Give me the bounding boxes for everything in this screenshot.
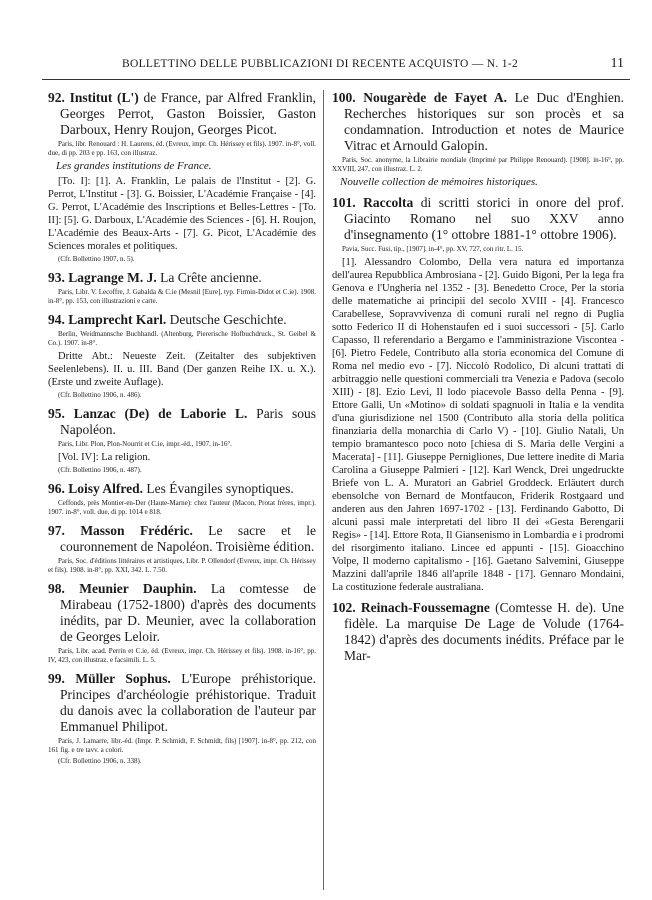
entry-imprint: Paris, Libr. Plon, Plon-Nourrit et C.ie, impr.-éd., 1907. in-16°.: [58, 440, 232, 448]
entry-author: Institut (L'): [69, 90, 139, 105]
entry-number: 95.: [48, 406, 65, 421]
entry-title: di scritti storici in onore del prof. Giacinto Romano nel suo XXV anno d'insegnamento (1° ottobre 1881-1° ottobre 1906).: [344, 195, 625, 242]
entry-number: 101.: [332, 195, 356, 210]
entry-heading: [48, 523, 316, 555]
catalog-entry: [48, 523, 316, 575]
entry-heading: [48, 270, 316, 286]
entry-heading: [332, 195, 624, 243]
entry-author: Loisy Alfred.: [68, 481, 144, 496]
entry-heading: [48, 406, 316, 438]
entry-heading: [48, 90, 316, 138]
entry-imprint: Ceffonds, près Montier-en-Der (Haute-Marne): chez l'auteur (Macon, Protat frères, impr.). 1907. in-8°, voll. due, di pp. 1014 e 818.: [48, 499, 316, 516]
entry-heading: [48, 312, 316, 328]
entry-reference: (Cfr. Bollettino 1907, n. 5).: [58, 255, 135, 263]
entry-number: 98.: [48, 581, 65, 596]
entry-author: Lagrange M. J.: [68, 270, 157, 285]
catalog-entry: [48, 406, 316, 475]
catalog-entry: [48, 581, 316, 665]
entry-imprint: Paris, Soc. anonyme, la Librairie mondiale (Imprimé par Philippe Renouard). [1908]. in-16°, pp. XXVIII, 247, con illustraz. L. 2.: [332, 156, 624, 173]
catalog-entry: [332, 90, 624, 189]
entry-reference: (Cfr. Bollettino 1906, n. 487).: [58, 466, 142, 474]
entry-heading: [48, 671, 316, 735]
entry-title: Les Évangiles synoptiques.: [143, 481, 294, 496]
entry-author: Lamprecht Karl.: [68, 312, 167, 327]
entry-series: Les grandes institutions de France.: [56, 160, 212, 172]
entry-title: Deutsche Geschichte.: [166, 312, 287, 327]
entry-reference: (Cfr. Bollettino 1906, n. 338).: [58, 757, 142, 765]
entry-title: de France, par Alfred Franklin, Georges Perrot, Gaston Boissier, Gaston Darboux, Henry Roujon, Georges Picot.: [60, 90, 316, 137]
entry-author: Reinach-Foussemagne: [360, 600, 490, 615]
catalog-entry: [48, 312, 316, 400]
entry-title: Le Duc d'Enghien. Recherches historiques sur son procès et sa condamnation. Introduction et notes de Maurice Vitrac et Arnould Galopin.: [344, 90, 624, 153]
catalog-entry: [332, 600, 624, 664]
entry-title: La Crête ancienne.: [156, 270, 262, 285]
entry-title: (Comtesse H. de). Une fidèle. La marquise De Lage de Volude (1764-1842) d'après des documents inédits. Préface par le Mar-: [344, 600, 624, 663]
entry-author: Nougarède de Fayet A.: [363, 90, 508, 105]
entry-number: 102.: [332, 600, 356, 615]
entry-number: 97.: [48, 523, 65, 538]
catalog-entry: [48, 671, 316, 766]
entry-imprint: Paris, J. Lamarre, libr.-éd. (Impr. P. Schmidt, F. Schmidt, fils) [1907]. in-8°, pp. 212, con 161 fig. e tre tavv. a colori.: [48, 737, 316, 754]
entry-series: Nouvelle collection de mémoires historiques.: [340, 176, 538, 188]
entry-imprint: Pavia, Succ. Fusi, tip., [1907]. in-4°, pp. XV, 727, con ritr. L. 15.: [342, 245, 524, 253]
column-divider: [323, 90, 324, 890]
entry-imprint: Berlin, Weidmannsche Buchhandl. (Altenburg, Piererische Hofbuchdruck., St. Geibel & Co.). 1907. in-8°.: [48, 330, 316, 347]
entry-author: Lanzac (De) de Laborie L.: [73, 406, 248, 421]
catalog-entry: [332, 195, 624, 594]
entry-title: Le sacre et le couronnement de Napoléon. Troisième édition.: [60, 523, 317, 554]
entry-heading: [332, 600, 624, 664]
header-rule: [42, 79, 630, 80]
entry-title: La comtesse de Mirabeau (1752-1800) d'après des documents inédits, par D. Meunier, avec la collaboration de Georges Leloir.: [60, 581, 316, 644]
entry-number: 99.: [48, 671, 65, 686]
entry-author: Masson Frédéric.: [80, 523, 193, 538]
entry-title: L'Europe préhistorique. Principes d'archéologie préhistorique. Traduit du danois avec la collaboration de l'auteur par Emmanuel Philipot.: [60, 671, 316, 734]
entry-contents: Dritte Abt.: Neueste Zeit. (Zeitalter des subjektiven Seelenlebens). II. u. III. Band (Der ganzen Reihe IX. u. X.). (Erste und zweite Auflage).: [48, 351, 316, 388]
entry-number: 94.: [48, 312, 65, 327]
header-title: BOLLETTINO DELLE PUBBLICAZIONI DI RECENTE ACQUISTO — N. 1-2: [122, 58, 518, 70]
entry-imprint: Paris, libr. Renouard : H. Laurens, éd. (Evreux, impr. Ch. Hérissey et fils). 1907. in-8°, voll. due, di pp. 203 e pp. 163, con illustraz.: [48, 140, 316, 157]
entry-contents: [Vol. IV]: La religion.: [58, 452, 151, 463]
entry-heading: [48, 481, 316, 497]
entry-author: Raccolta: [363, 195, 414, 210]
entry-number: 100.: [332, 90, 356, 105]
catalog-entry: [48, 481, 316, 517]
entry-heading: [48, 581, 316, 645]
entry-contents: [1]. Alessandro Colombo, Della vera natura ed importanza dell'aurea Repubblica Ambrosiana - [2]. Guido Bigoni, Per la lega fra Genova e l'Ungheria nel 1352 - [3]. Benedetto Croce, Per la storia delle matematiche ai principii del secolo XVIII - [4]. Francesco Carabellese, Sopravvivenza di comuni rurali nel regno di Puglia sotto Federico II di Hohenstaufen ed i suoi successori - [5]. Carlo Capasso, Il referendario a Bergamo e l'amministrazione Viscontea - [6]. Pietro Fedele, Contributo alla storia economica del Comune di Roma nel medio evo - [7]. Niccolò Rodolico, Di alcuni trattati di arbitraggio nelle questioni commerciali tra Venezia e Padova (secolo XIII) - [8]. Ezio Levi, Il lodo piacevole Basso della Penna - [9]. Ettore Galli, Un «Motino» di soldati spagnuoli in Italia e la vendita d'una giurisdizione nel 1500 (Contributo alla storia della politica finanziaria della monarchia di Carlo V) - [10]. Giulio Natali, Un tempio bramantesco poco noto [chiesa di S. Maria delle Vergini a Macerata] - [11]. Giuseppe Pernigliones, Due lettere inedite di Maria Carolina a Giuseppe Palmieri - [12]. Karl Wenck, Drei ungedruckte Briefe von L. A. Muratori an Gabriel Groddeck. Erläutert durch ebensolche von Bernard de Montfaucon, Friderik Rostgaard und anderen aus den Jahren 1697-1702 - [13]. Ferdinando Gabotto, Di alcuni passi male interpretati del libro II dei «Gesta Berengarii Regis» - [14]. Ettore Rota, Il Giansenismo in Lombardia e i prodromi del risorgimento italiano. Lincee ed appunti - [15]. Gioacchino Volpe, Il moderno capitalismo - [16]. Gaetano Salvemini, Giuseppe Mazzini dall'aprile 1846 all'aprile 1848 - [17]. Gennaro Mondaini, La costituzione federale australiana.: [332, 257, 624, 593]
entry-imprint: Paris, Libr. V. Lecoffre, J. Gabalda & C.ie (Mesnil [Eure], typ. Firmin-Didot et C.ie). 1908. in-8°, pp. 153, con illustrazioni e carte.: [48, 288, 316, 305]
entry-contents: [To. I]: [1]. A. Franklin, Le palais de l'Institut - [2]. G. Perrot, L'Institut - [3]. G. Boissier, L'Académie Française - [4]. G. Perrot, L'Académie des Inscriptions et Belles-Lettres - [To. II]: [5]. G. Darboux, L'Académie des Sciences - [6]. H. Roujon, L'Académie des Beaux-Arts - [7]. G. Picot, L'Académie des Sciences morales et politiques.: [48, 176, 316, 252]
running-header: [42, 58, 630, 76]
entry-imprint: Paris, Libr. acad. Perrin et C.ie, éd. (Evreux, impr. Ch. Hérissey et fils). 1908. in-16°, pp. IV, 423, con illustraz. e facsimili. L. 5.: [48, 647, 316, 664]
entry-author: Meunier Dauphin.: [79, 581, 197, 596]
page-number: 11: [610, 56, 624, 71]
entry-imprint: Paris, Soc. d'éditions littéraires et artistiques, Libr. P. Ollendorf (Evreux, impr. Ch. Hérissey et fils). 1908. in-8°, pp. XXI, 342. L. 7.50.: [48, 557, 316, 574]
entry-reference: (Cfr. Bollettino 1906, n. 486).: [58, 391, 142, 399]
catalog-entry: [48, 270, 316, 306]
left-column: [48, 90, 316, 772]
right-column: [332, 90, 624, 670]
entry-title: Paris sous Napoléon.: [60, 406, 317, 437]
entry-author: Müller Sophus.: [75, 671, 171, 686]
entry-number: 93.: [48, 270, 65, 285]
entry-number: 96.: [48, 481, 65, 496]
entry-heading: [332, 90, 624, 154]
entry-number: 92.: [48, 90, 65, 105]
catalog-entry: [48, 90, 316, 264]
